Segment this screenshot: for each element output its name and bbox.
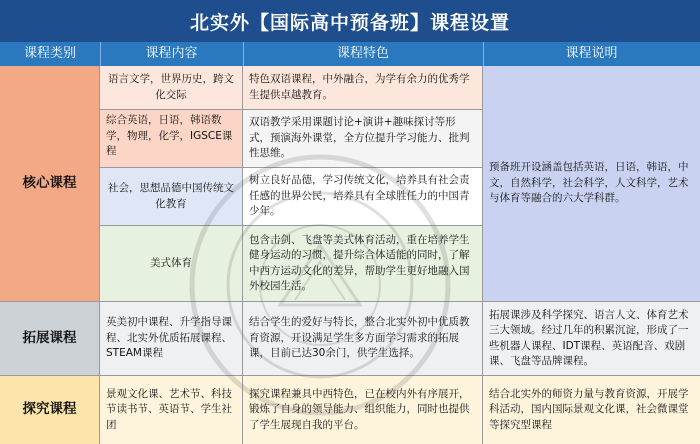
- core-feature-1: [243, 66, 483, 110]
- exploration-feature: [243, 376, 483, 444]
- core-content-4: [100, 226, 243, 302]
- core-feature-3: [243, 168, 483, 226]
- core-feature-2: [243, 110, 483, 168]
- header-content: 课程内容: [100, 42, 244, 66]
- core-feature-1-text: 特色双语课程，中外融合，为学有余力的优秀学生提供卓越教育。: [249, 73, 470, 101]
- page-title: 北实外【国际高中预备班】课程设置: [0, 0, 700, 42]
- exploration-content-text: 景观文化课、艺术节、科技节读书节、英语节、学生社团: [106, 387, 232, 431]
- extension-note: [483, 302, 700, 376]
- core-note-text: 预备班开设涵盖包括英语，日语，韩语，中文，自然科学，社会科学，人文科学，艺术与体育等融合的六大学科群。: [489, 161, 689, 205]
- exploration-note: [483, 376, 700, 444]
- extension-content: [100, 302, 243, 376]
- core-content-2-text: 综合英语，日语，韩语数学，物理，化学，IGSCE课程: [106, 114, 233, 157]
- core-content-3-text: 社会，思想品德中国传统文化教育: [108, 182, 234, 210]
- header-feature: 课程特色: [243, 42, 484, 66]
- exploration-feature-text: 探究课程兼具中西特色，已在校内外有序展开，锻炼了自身的领导能力、组织能力，同时也提供了学生展现自我的平台。: [249, 387, 470, 431]
- exploration-content: [100, 376, 243, 444]
- extension-content-text: 英美初中课程、升学指导课程、北实外优质拓展课程、STEAM课程: [106, 316, 232, 360]
- core-content-1: [100, 66, 243, 110]
- extension-feature: [243, 302, 483, 376]
- header-note: 课程说明: [565, 46, 618, 61]
- table-header: [0, 42, 700, 66]
- core-feature-3-text: 树立良好品德，学习传统文化，培养具有社会责任感的世界公民，培养具有全球胜任力的中国青少年。: [249, 174, 470, 218]
- core-category: 核心课程: [0, 66, 100, 302]
- exploration-category: 探究课程: [0, 376, 100, 444]
- core-feature-4: [243, 226, 483, 302]
- core-feature-2-text: 双语教学采用课题讨论+演讲+趣味探讨等形式，预演海外课堂，全方位提升学习能力、批判性思维。: [249, 116, 470, 160]
- core-note: [483, 66, 700, 302]
- exploration-note-text: 结合北实外的师资力量与教育资源，开展学科活动，国内国际景观文化课，社会微课堂等探究型课程: [489, 387, 689, 431]
- core-feature-4-text: 包含击剑、飞盘等美式体育活动，重在培养学生健身运动的习惯，提升综合体适能的同时，了解中西方运动文化的差异，帮助学生更好地融入国外校园生活。: [249, 233, 470, 292]
- extension-feature-text: 结合学生的爱好与特长，整合北实外初中优质教育资源，开设满足学生多方面学习需求的拓展课，目前已达30余门，供学生选择。: [249, 316, 470, 360]
- core-content-4-text: 美式体育: [150, 256, 192, 269]
- core-content-1-text: 语言文学，世界历史，跨文化交际: [108, 73, 234, 101]
- core-content-2: [100, 110, 243, 168]
- core-content-3: [100, 168, 243, 226]
- header-category: 课程类别: [0, 42, 101, 66]
- extension-category: 拓展课程: [0, 302, 100, 376]
- extension-note-text: 拓展课涉及科学探究、语言人文、体育艺术三大领域。经过几年的积累沉淀，形成了一些机器人课程、IDT课程、英语配音、戏剧课、飞盘等品牌课程。: [489, 308, 689, 367]
